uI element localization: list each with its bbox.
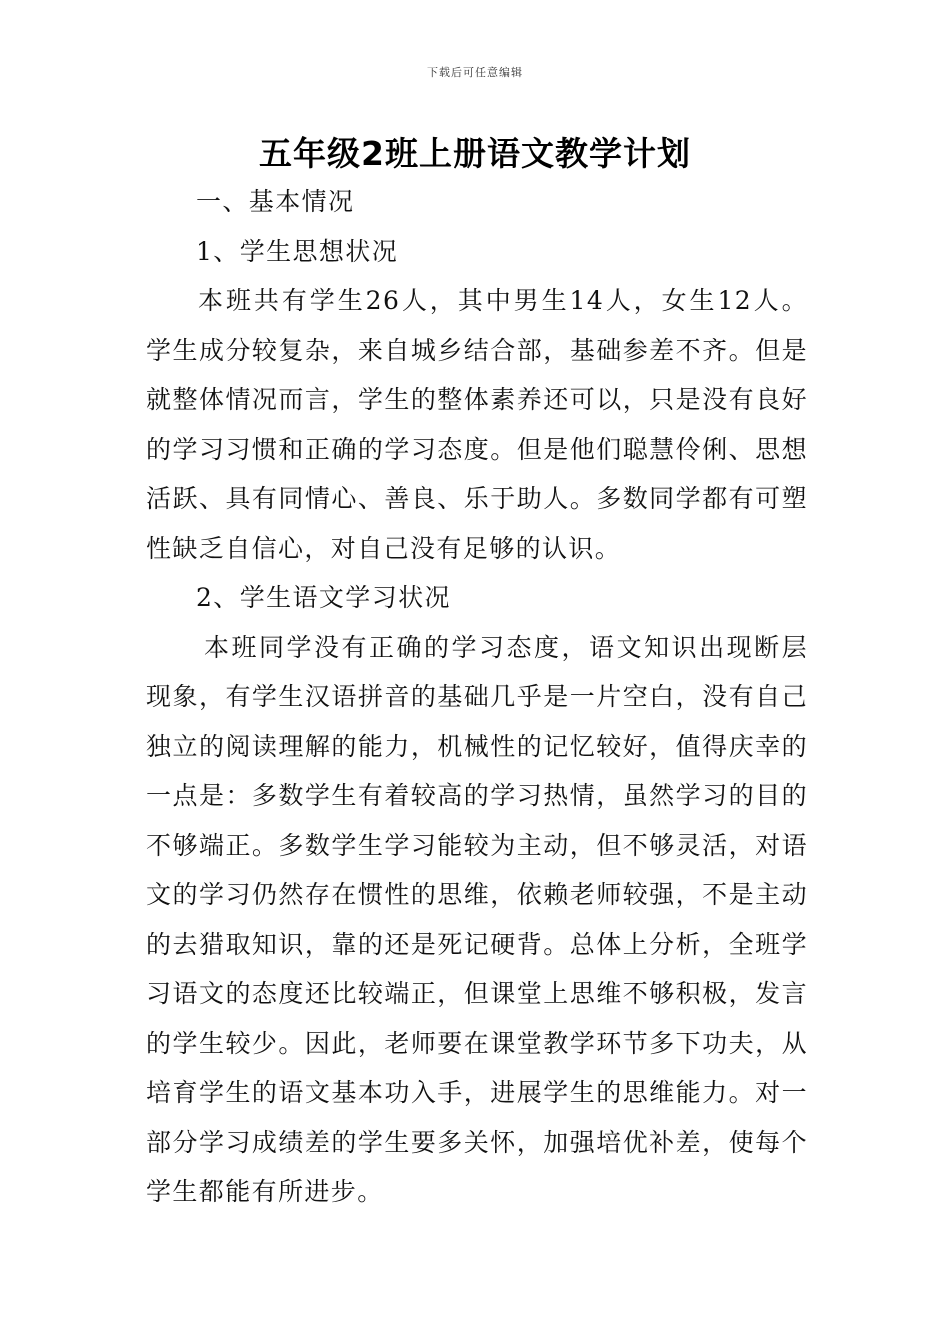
header-note: 下载后可任意编辑 [427,66,523,79]
paragraph-student-thinking: 本班共有学生26人，其中男生14人，女生12人。 学生成分较复杂，来自城乡结合部，基础参差不齐。但是就整体情况而言，学生的整体素养还可以，只是没有良好的学习习惯和正确的学习态度。但是他们聪慧伶俐、思想活跃、具有同情心、善良、乐于助人。多数同学都有可塑性缺乏自信心，对自己没有足够的认识。 [146,286,808,563]
subheading-student-thinking: 1、学生思想状况 [196,236,399,266]
section-heading-basic-situation: 一、基本情况 [196,187,355,216]
document-body [146,177,808,1217]
paragraph-chinese-learning: 本班同学没有正确的学习态度，语文知识出现断层现象，有学生汉语拼音的基础几乎是一片空白，没有自己独立的阅读理解的能力，机械性的记忆较好，值得庆幸的一点是：多数学生有着较高的学习热情，虽然学习的目的不够端正。多数学生学习能较为主动，但不够灵活，对语文的学习仍然存在惯性的思维，依赖老师较强，不是主动的去猎取知识，靠的还是死记硬背。总体上分析，全班学习语文的态度还比较端正，但课堂上思维不够积极，发言的学生较少。因此，老师要在课堂教学环节多下功夫，从培育学生的语文基本功入手，进展学生的思维能力。对一部分学习成绩差的学生要多关怀，加强培优补差，使每个学生都能有所进步。 [146,632,808,1206]
document-title: 五年级2班上册语文教学计划 [259,134,691,173]
subheading-chinese-learning: 2、学生语文学习状况 [196,583,451,612]
